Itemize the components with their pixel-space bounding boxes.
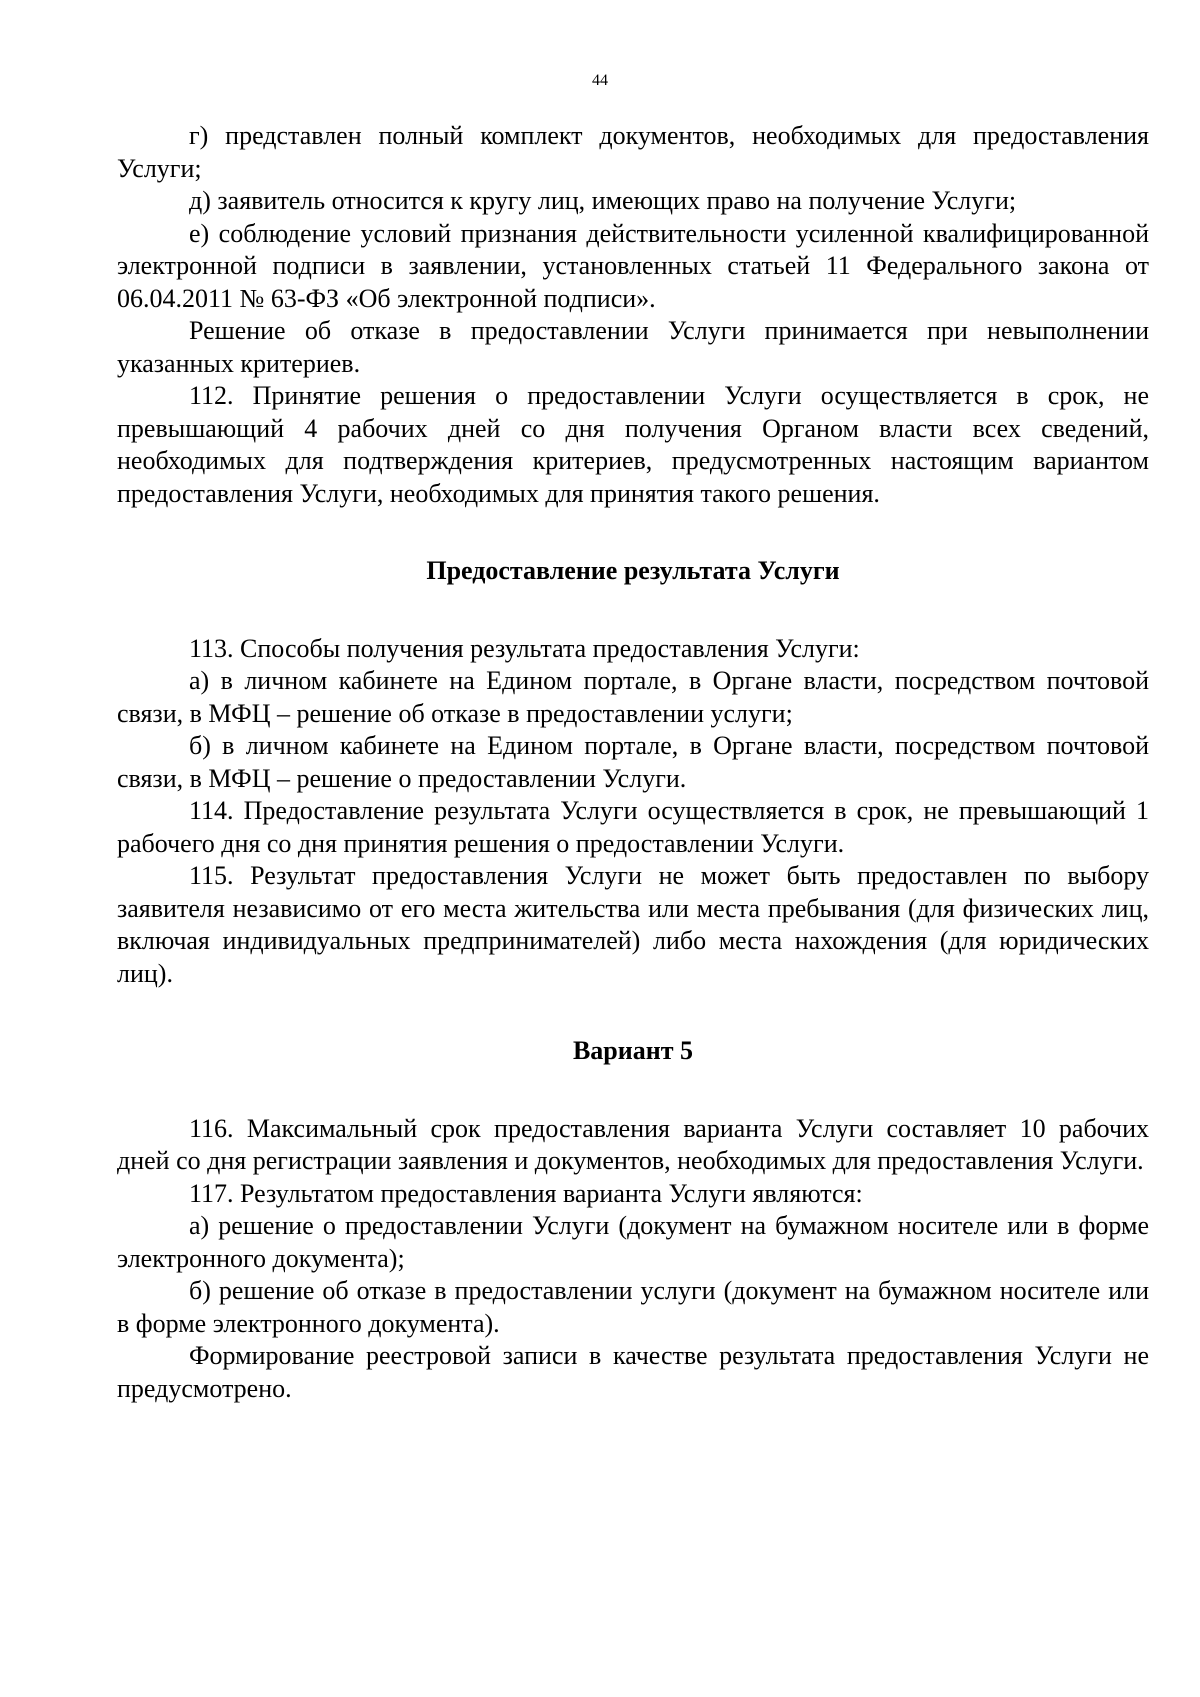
paragraph-refusal-decision: Решение об отказе в предоставлении Услуги принимается при невыполнении указанных критериев.: [117, 316, 1149, 378]
paragraph-113-a: а) в личном кабинете на Едином портале, в Органе власти, посредством почтовой связи, в МФЦ – решение об отказе в предоставлении услуги;: [117, 666, 1149, 728]
paragraph-112: 112. Принятие решения о предоставлении Услуги осуществляется в срок, не превышающий 4 рабочих дней со дня получения Органом власти всех сведений, необходимых для подтверждения критериев, предусмотренных настоящим вариантом предоставления Услуги, необходимых для принятия такого решения.: [117, 381, 1149, 508]
heading-result-provision: Предоставление результата Услуги: [426, 556, 840, 585]
paragraph-registry-record: Формирование реестровой записи в качестве результата предоставления Услуги не предусмотрено.: [117, 1341, 1149, 1403]
paragraph-117: 117. Результатом предоставления варианта Услуги являются:: [189, 1178, 863, 1208]
paragraph-114: 114. Предоставление результата Услуги осуществляется в срок, не превышающий 1 рабочего дня со дня принятия решения о предоставлении Услуги.: [117, 796, 1149, 858]
document-body: [117, 120, 1149, 1405]
paragraph-115: 115. Результат предоставления Услуги не может быть предоставлен по выбору заявителя независимо от его места жительства или места пребывания (для физических лиц, включая индивидуальных предпринимателей) либо места нахождения (для юридических лиц).: [117, 861, 1149, 988]
paragraph-113-b: б) в личном кабинете на Едином портале, в Органе власти, посредством почтовой связи, в МФЦ – решение о предоставлении Услуги.: [117, 731, 1149, 793]
page-number: 44: [592, 72, 608, 89]
paragraph-117-a: а) решение о предоставлении Услуги (документ на бумажном носителе или в форме электронного документа);: [117, 1211, 1149, 1273]
paragraph-item-g: г) представлен полный комплект документов, необходимых для предоставления Услуги;: [117, 121, 1149, 183]
paragraph-item-d: д) заявитель относится к кругу лиц, имеющих право на получение Услуги;: [189, 186, 1017, 215]
paragraph-item-e: е) соблюдение условий признания действительности усиленной квалифицированной электронной подписи в заявлении, установленных статьей 11 Федерального закона от 06.04.2011 № 63-ФЗ «Об электронной подписи».: [117, 218, 1149, 313]
paragraph-113: 113. Способы получения результата предоставления Услуги:: [189, 633, 860, 663]
paragraph-116: 116. Максимальный срок предоставления варианта Услуги составляет 10 рабочих дней со дня регистрации заявления и документов, необходимых для предоставления Услуги.: [117, 1113, 1149, 1175]
paragraph-117-b: б) решение об отказе в предоставлении услуги (документ на бумажном носителе или в форме электронного документа).: [117, 1276, 1149, 1338]
heading-variant-5: Вариант 5: [572, 1036, 694, 1065]
